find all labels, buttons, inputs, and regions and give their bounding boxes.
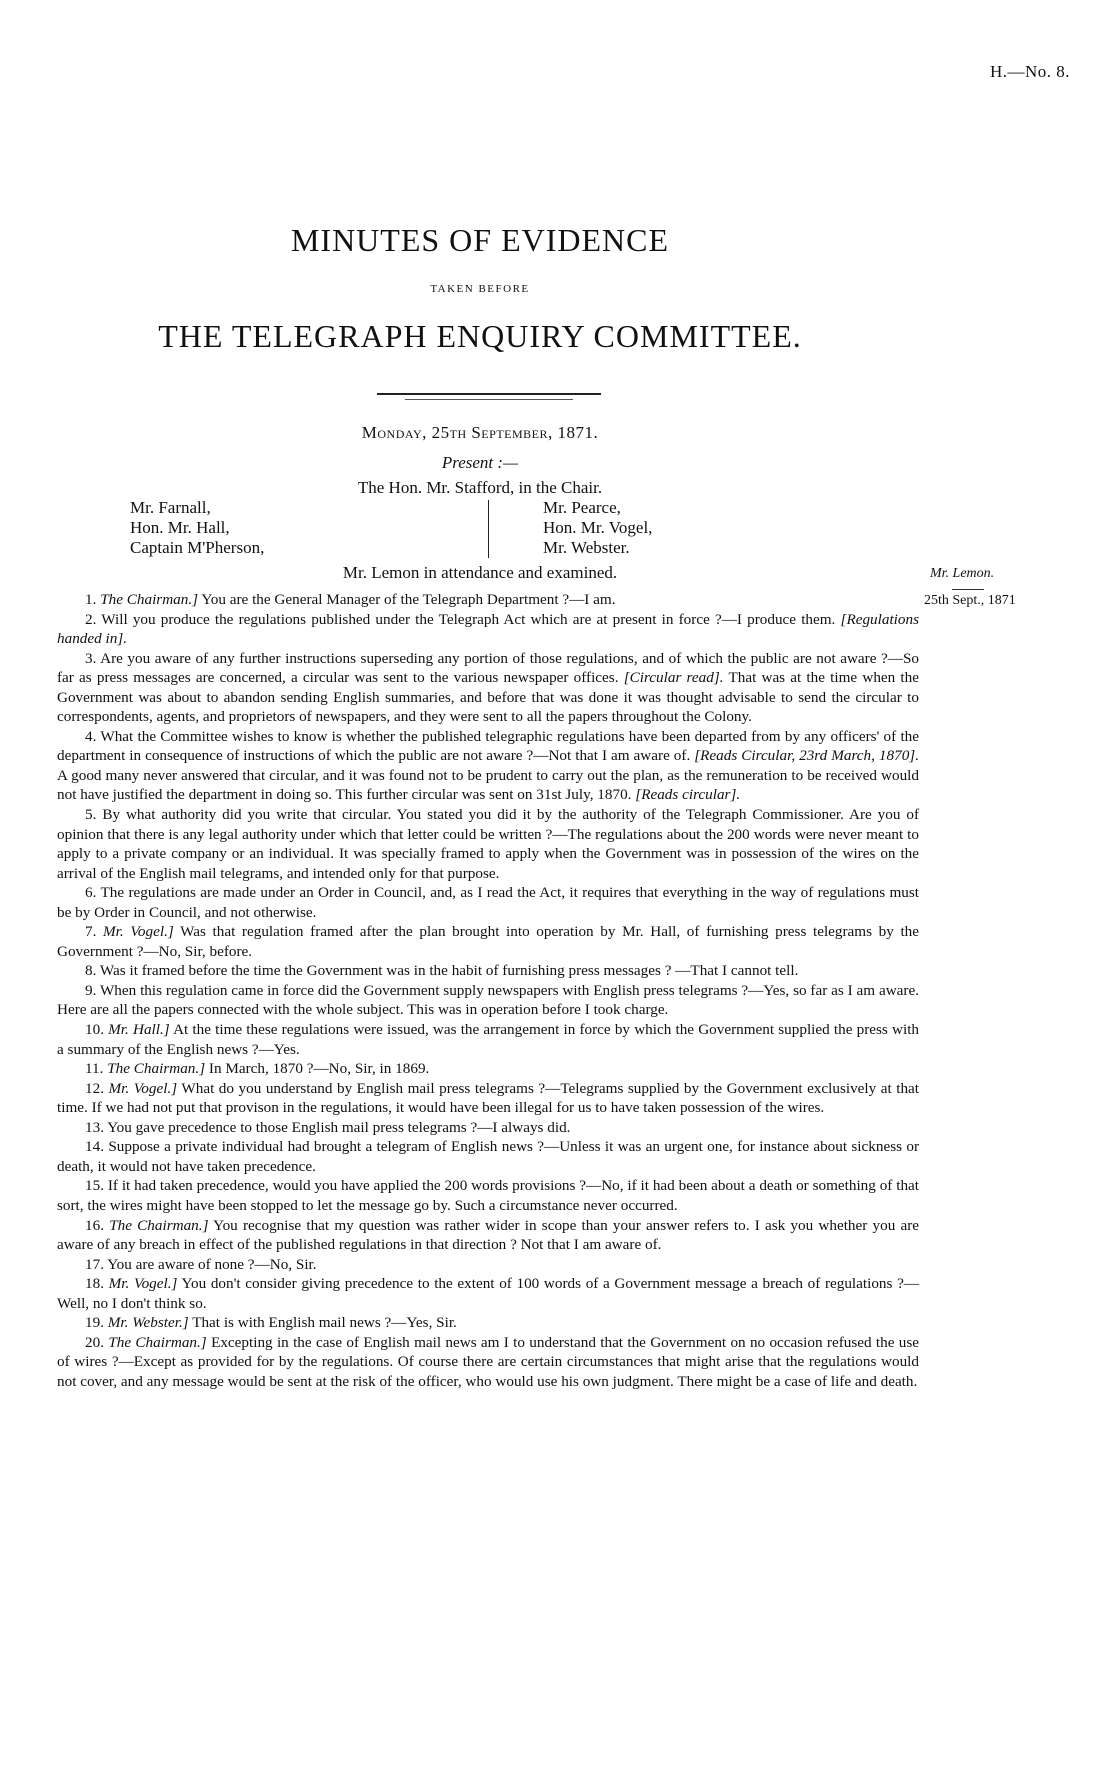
member-name: Mr. Pearce, <box>543 498 621 517</box>
question-paragraph <box>57 883 919 922</box>
question-text: Was that regulation framed after the plan brought into operation by Mr. Hall, of furnishing press telegrams by the Government ?—No, Sir, before. <box>57 923 920 960</box>
question-text: You don't consider giving precedence to the extent of 100 words of a Government message a breach of regulations ?—Well, no I don't think so. <box>57 1275 920 1312</box>
margin-date: 25th Sept., 1871 <box>924 593 1016 608</box>
question-paragraph <box>57 1020 919 1059</box>
title-rule-secondary <box>405 399 573 400</box>
question-text: That is with English mail news ?—Yes, Sir. <box>192 1314 457 1332</box>
speaker-name: The Chairman.] <box>107 1060 206 1078</box>
speaker-name: Mr. Hall.] <box>108 1021 170 1039</box>
question-number: 20. <box>85 1333 104 1351</box>
question-text: You gave precedence to those English mail press telegrams ?—I always did. <box>107 1118 571 1136</box>
margin-witness-name: Mr. Lemon. <box>930 566 995 581</box>
question-paragraph <box>57 1118 919 1138</box>
question-paragraph <box>57 805 919 883</box>
question-number: 14. <box>85 1138 104 1156</box>
question-text: At the time these regulations were issued, was the arrangement in force by which the Government supplied the press with a summary of the English news ?—Yes. <box>57 1021 920 1058</box>
members-left-column <box>130 498 264 558</box>
question-paragraph <box>57 1059 919 1079</box>
question-paragraph <box>57 981 919 1020</box>
question-number: 6. <box>85 884 97 902</box>
stage-direction: [Reads Circular, 23rd March, 1870]. <box>694 747 919 765</box>
question-text: What do you understand by English mail press telegrams ?—Telegrams supplied by the Government exclusively at that time. If we had not put that provison in the regulations, it would have been illegal for us to have taken possession of the wires. <box>57 1079 920 1117</box>
question-number: 2. <box>85 610 97 628</box>
question-text: The regulations are made under an Order in Council, and, as I read the Act, it requires that everything in the way of regulations must be by Order in Council, and not otherwise. <box>57 884 920 921</box>
question-text: What the Committee wishes to know is whether the published telegraphic regulations have been departed from by any officers' of the department in consequence of instructions of which the public are not aware ?—Not that I am aware of. <box>57 727 920 765</box>
question-paragraph <box>57 1333 919 1392</box>
speaker-name: Mr. Vogel.] <box>103 923 174 941</box>
page-reference: H.—No. 8. <box>989 62 1070 81</box>
present-label: Present :— <box>441 453 519 472</box>
question-paragraph <box>57 1313 919 1333</box>
question-paragraph <box>57 590 919 610</box>
stage-direction: [Reads circular]. <box>635 786 741 804</box>
question-text: Was it framed before the time the Government was in the habit of furnishing press messages ? —That I cannot tell. <box>99 962 799 980</box>
document-subtitle: TAKEN BEFORE <box>430 283 530 295</box>
speaker-name: The Chairman.] <box>108 1333 207 1351</box>
question-number: 15. <box>85 1177 104 1195</box>
question-text: When this regulation came in force did the Government supply newspapers with English press telegrams ?—Yes, so far as I am aware. Here are all the papers connected with the whole subject. This was in operation before I took charge. <box>57 981 919 1019</box>
question-number: 13. <box>85 1118 104 1136</box>
attendance-line: Mr. Lemon in attendance and examined. <box>342 563 618 582</box>
question-text-continued: A good many never answered that circular, and it was found not to be prudent to carry out the plan, as the remuneration to be received would not have justified the department in doing so. This further circular was sent on 31st July, 1870. <box>57 766 919 804</box>
question-number: 18. <box>85 1275 104 1293</box>
question-paragraph <box>57 610 919 649</box>
question-number: 5. <box>85 806 97 824</box>
speaker-name: The Chairman.] <box>109 1216 209 1234</box>
question-text: Suppose a private individual had brought a telegram of English news ?—Unless it was an urgent one, for instance about sickness or death, it would not have taken precedence. <box>57 1138 920 1175</box>
members-divider <box>488 500 489 558</box>
question-text: Are you aware of any further instructions superseding any portion of those regulations, and of which the public are not aware ?—So far as press messages are concerned, a circular was sent to the various newspaper offices. <box>57 649 919 687</box>
question-paragraph <box>57 1176 919 1215</box>
question-text: In March, 1870 ?—No, Sir, in 1869. <box>208 1060 430 1078</box>
question-paragraph <box>57 727 919 805</box>
speaker-name: Mr. Webster.] <box>107 1314 189 1332</box>
question-number: 10. <box>85 1021 104 1039</box>
member-name: Mr. Farnall, <box>130 498 211 517</box>
question-number: 4. <box>85 727 97 745</box>
question-text: You are the General Manager of the Telegraph Department ?—I am. <box>201 591 616 608</box>
question-number: 16. <box>85 1216 104 1234</box>
question-text: You are aware of none ?—No, Sir. <box>107 1255 317 1273</box>
chair-line: The Hon. Mr. Stafford, in the Chair. <box>357 478 603 497</box>
speaker-name: Mr. Vogel.] <box>108 1079 178 1097</box>
question-paragraph <box>57 1274 919 1313</box>
question-text: You recognise that my question was rather wider in scope than your answer refers to. I ask you whether you are aware of any breach in effect of the published regulations in that direction ? Not that I am aware of. <box>57 1216 920 1254</box>
question-text: By what authority did you write that circular. You stated you did it by the authority of the Telegraph Commissioner. Are you of opinion that there is any legal authority under which that letter could be written ?—The regulations about the 200 words were never meant to apply to a private company or an individual. It was specially framed to apply when the Government was in possession of the wires on the arrival of the English mail telegrams, and intended only for that purpose. <box>57 806 919 882</box>
question-paragraph <box>57 1137 919 1176</box>
question-number: 11. <box>85 1060 104 1078</box>
question-paragraph <box>57 1079 919 1118</box>
question-number: 3. <box>85 649 97 667</box>
question-paragraph <box>57 922 919 961</box>
members-right-column <box>543 498 652 558</box>
member-name: Hon. Mr. Vogel, <box>543 518 653 537</box>
question-number: 8. <box>85 962 97 980</box>
question-text: Excepting in the case of English mail news am I to understand that the Government on no occasion refused the use of wires ?—Except as provided for by the regulations. Of course there are certain circumstances that might arise that the regulations would not cover, and any message would be sent at the risk of the officer, who would use his own judgment. There might be a case of life and death. <box>57 1333 920 1390</box>
document-title: MINUTES OF EVIDENCE <box>290 222 670 258</box>
stage-direction: [Circular read]. <box>623 669 724 687</box>
title-rule <box>377 393 601 395</box>
question-number: 17. <box>85 1255 104 1273</box>
margin-rule <box>952 589 984 590</box>
question-text: Will you produce the regulations published under the Telegraph Act which are at present in force ?—I produce them. <box>101 610 836 628</box>
question-paragraph <box>57 961 919 981</box>
question-number: 19. <box>85 1314 104 1332</box>
session-date: Monday, 25th September, 1871. <box>361 423 599 442</box>
question-paragraph <box>57 1255 919 1275</box>
stage-direction: [Regulations handed in]. <box>57 610 919 648</box>
member-name: Captain M'Pherson, <box>130 538 265 557</box>
question-text: If it had taken precedence, would you have applied the 200 words provisions ?—No, if it had been about a death or something of that sort, the wires might have been stopped to let the message go by. Such a circumstance never occurred. <box>57 1177 919 1214</box>
question-text-continued: That was at the time when the Government was about to abandon sending English summaries, and before that was done it was thought advisable to send the circular to correspondents, agents, and proprietors of newspapers, and they were sent to all the papers throughout the Colony. <box>57 669 919 726</box>
question-number: 9. <box>85 981 97 999</box>
question-number: 7. <box>85 923 97 941</box>
committee-title: THE TELEGRAPH ENQUIRY COMMITTEE. <box>158 318 802 354</box>
question-number: 1. <box>85 591 97 608</box>
speaker-name: Mr. Vogel.] <box>108 1275 178 1293</box>
question-paragraph <box>57 1216 919 1255</box>
member-name: Hon. Mr. Hall, <box>130 518 230 537</box>
question-number: 12. <box>85 1079 104 1097</box>
evidence-body <box>57 590 919 1391</box>
question-paragraph <box>57 649 919 727</box>
member-name: Mr. Webster. <box>543 538 630 557</box>
speaker-name: The Chairman.] <box>100 591 199 608</box>
